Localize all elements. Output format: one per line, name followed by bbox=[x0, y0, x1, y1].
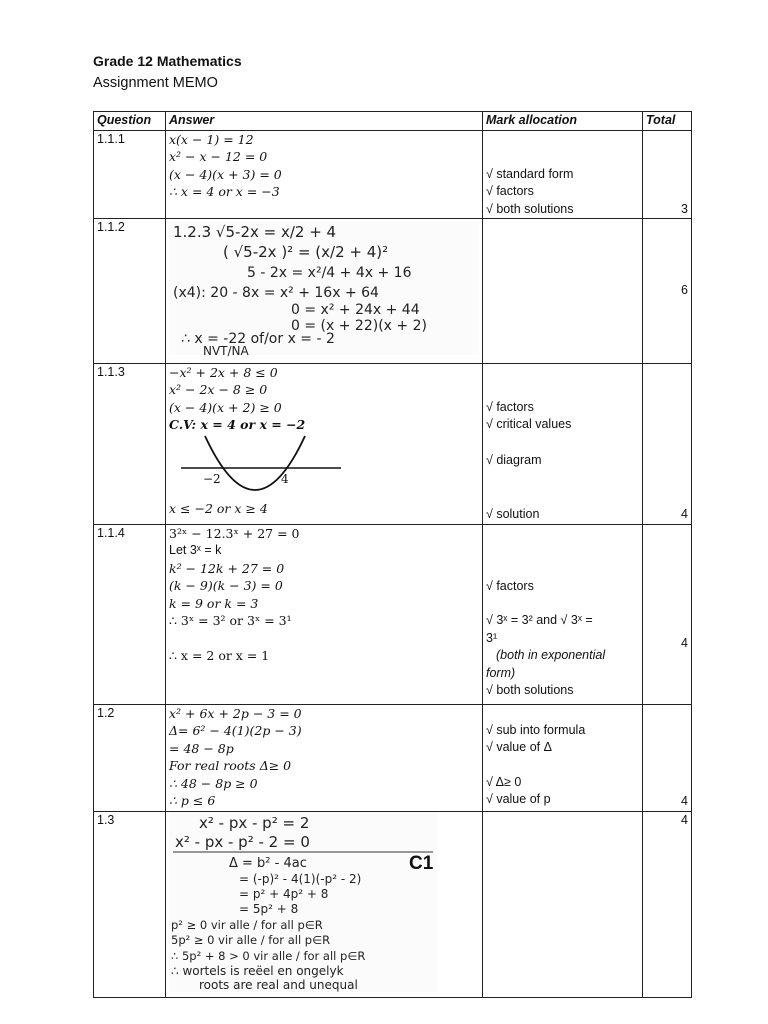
total-value: 4 bbox=[681, 812, 688, 827]
marks-cell bbox=[483, 219, 643, 364]
answer-line: ∴ x = 4 or x = −3 bbox=[169, 184, 280, 199]
hw-line: ( √5-2x )² = (x/2 + 4)² bbox=[223, 243, 389, 261]
handwritten-answer bbox=[166, 219, 483, 364]
question-number: 1.1.3 bbox=[94, 363, 166, 524]
mark-item: √ sub into formula bbox=[486, 722, 586, 737]
total-value: 4 bbox=[681, 636, 688, 651]
answer-cell bbox=[166, 524, 483, 704]
answer-line: −x² + 2x + 8 ≤ 0 bbox=[169, 364, 278, 380]
mark-item: √ 3ˣ = 3² and √ 3ˣ = bbox=[486, 613, 593, 627]
marks-cell bbox=[483, 704, 643, 811]
answer-line: C.V: x = 4 or x = −2 bbox=[169, 417, 306, 432]
table-row bbox=[94, 219, 692, 364]
mark-item: √ both solutions bbox=[486, 683, 574, 697]
mark-item: √ factors bbox=[486, 399, 534, 414]
c1-tag: C1 bbox=[409, 852, 434, 874]
mark-item: √ critical values bbox=[486, 417, 572, 431]
total-cell bbox=[643, 704, 692, 811]
answer-line: x(x − 1) = 12 bbox=[169, 131, 254, 147]
answer-line: x ≤ −2 or x ≥ 4 bbox=[169, 500, 268, 516]
answer-cell bbox=[166, 130, 483, 219]
answer-line: (x − 4)(x + 2) ≥ 0 bbox=[169, 399, 282, 415]
hw-line: = (-p)² - 4(1)(-p² - 2) bbox=[239, 871, 362, 886]
table-row bbox=[94, 524, 692, 704]
mark-item: √ Δ≥ 0 bbox=[486, 774, 522, 789]
hw-line: (x4): 20 - 8x = x² + 16x + 64 bbox=[173, 285, 379, 301]
handwritten-answer bbox=[166, 811, 483, 998]
answer-line: ∴ x = 2 or x = 1 bbox=[169, 647, 270, 663]
answer-line: Δ= 6² − 4(1)(2p − 3) bbox=[169, 723, 302, 738]
total-value: 6 bbox=[681, 283, 688, 297]
hw-line: NVT/NA bbox=[203, 344, 249, 357]
col-answer-header: Answer bbox=[166, 112, 483, 131]
mark-item: √ solution bbox=[486, 507, 540, 521]
total-cell bbox=[643, 811, 692, 998]
mark-item: √ diagram bbox=[486, 452, 542, 467]
hw-line: = p² + 4p² + 8 bbox=[239, 886, 329, 901]
question-number: 1.2 bbox=[94, 704, 166, 811]
answer-line: ∴ 3ˣ = 3² or 3ˣ = 3¹ bbox=[169, 613, 292, 628]
parabola-diagram bbox=[175, 434, 345, 500]
answer-line: x² − 2x − 8 ≥ 0 bbox=[169, 382, 268, 397]
hw-line: x² - px - p² - 2 = 0 bbox=[175, 832, 310, 851]
question-number: 1.1.2 bbox=[94, 219, 166, 364]
table-row bbox=[94, 363, 692, 524]
question-number: 1.3 bbox=[94, 811, 166, 998]
mark-item: √ both solutions bbox=[486, 201, 574, 216]
marks-cell bbox=[483, 363, 643, 524]
document-title: Grade 12 Mathematics bbox=[93, 53, 242, 69]
mark-item: √ factors bbox=[486, 578, 534, 593]
hw-line: x² - px - p² = 2 bbox=[199, 813, 310, 832]
hw-line: 5 - 2x = x²/4 + 4x + 16 bbox=[247, 265, 412, 281]
mark-item: (both in exponential bbox=[496, 648, 606, 662]
mark-item: 3¹ bbox=[486, 630, 498, 645]
col-marks-header: Mark allocation bbox=[483, 112, 643, 131]
memo-table bbox=[93, 111, 692, 998]
answer-cell bbox=[166, 704, 483, 811]
handwritten-solution-image bbox=[169, 812, 437, 992]
answer-line: k² − 12k + 27 = 0 bbox=[169, 560, 285, 576]
total-cell bbox=[643, 219, 692, 364]
mark-item: √ standard form bbox=[486, 166, 574, 181]
table-header-row bbox=[94, 112, 692, 131]
marks-cell bbox=[483, 130, 643, 219]
col-question-header: Question bbox=[94, 112, 166, 131]
table-row bbox=[94, 130, 692, 219]
marks-cell bbox=[483, 811, 643, 998]
answer-line: 3²ˣ − 12.3ˣ + 27 = 0 bbox=[169, 525, 300, 541]
answer-line: x² + 6x + 2p − 3 = 0 bbox=[169, 705, 302, 721]
hw-line: = 5p² + 8 bbox=[239, 901, 299, 916]
marks-cell bbox=[483, 524, 643, 704]
hw-line: roots are real and unequal bbox=[199, 977, 358, 992]
hw-line: p² ≥ 0 vir alle / for all p∈R bbox=[171, 917, 323, 932]
answer-line: (k − 9)(k − 3) = 0 bbox=[169, 578, 283, 593]
mark-item: √ value of p bbox=[486, 792, 551, 806]
answer-line: x² − x − 12 = 0 bbox=[169, 149, 268, 164]
total-cell bbox=[643, 524, 692, 704]
hw-line: 0 = x² + 24x + 44 bbox=[291, 302, 420, 318]
answer-line: ∴ p ≤ 6 bbox=[169, 793, 216, 808]
col-total-header: Total bbox=[643, 112, 692, 131]
hw-line: ∴ x = -22 of/or x = - 2 bbox=[181, 331, 335, 347]
diagram-label: 4 bbox=[281, 471, 289, 486]
total-cell bbox=[643, 363, 692, 524]
hw-line: 5p² ≥ 0 vir alle / for all p∈R bbox=[171, 932, 331, 947]
mark-item: √ value of Δ bbox=[486, 740, 552, 754]
question-number: 1.1.1 bbox=[94, 130, 166, 219]
table-row bbox=[94, 704, 692, 811]
total-cell bbox=[643, 130, 692, 219]
mark-item: √ factors bbox=[486, 184, 534, 198]
handwritten-solution-image bbox=[169, 219, 479, 357]
answer-line: (x − 4)(x + 3) = 0 bbox=[169, 166, 282, 182]
hw-line: ∴ 5p² + 8 > 0 vir alle / for all p∈R bbox=[171, 948, 366, 963]
answer-line: Let 3ˣ = k bbox=[169, 543, 222, 557]
answer-line: ∴ 48 − 8p ≥ 0 bbox=[169, 775, 258, 791]
mark-item: form) bbox=[486, 665, 516, 680]
total-value: 4 bbox=[681, 507, 688, 521]
hw-line: 1.2.3 √5-2x = x/2 + 4 bbox=[173, 223, 337, 241]
answer-line: For real roots Δ≥ 0 bbox=[169, 758, 292, 773]
hw-line: 0 = (x + 22)(x + 2) bbox=[291, 318, 427, 334]
question-number: 1.1.4 bbox=[94, 524, 166, 704]
document-subtitle: Assignment MEMO bbox=[93, 75, 218, 91]
total-value: 3 bbox=[681, 201, 688, 216]
hw-line: Δ = b² - 4ac bbox=[229, 855, 307, 871]
answer-line: = 48 − 8p bbox=[169, 740, 234, 756]
diagram-label: −2 bbox=[203, 471, 221, 486]
hw-line: ∴ wortels is reëel en ongelyk bbox=[171, 963, 344, 978]
answer-cell bbox=[166, 363, 483, 524]
answer-line: k = 9 or k = 3 bbox=[169, 595, 259, 611]
table-row bbox=[94, 811, 692, 998]
total-value: 4 bbox=[681, 794, 688, 808]
